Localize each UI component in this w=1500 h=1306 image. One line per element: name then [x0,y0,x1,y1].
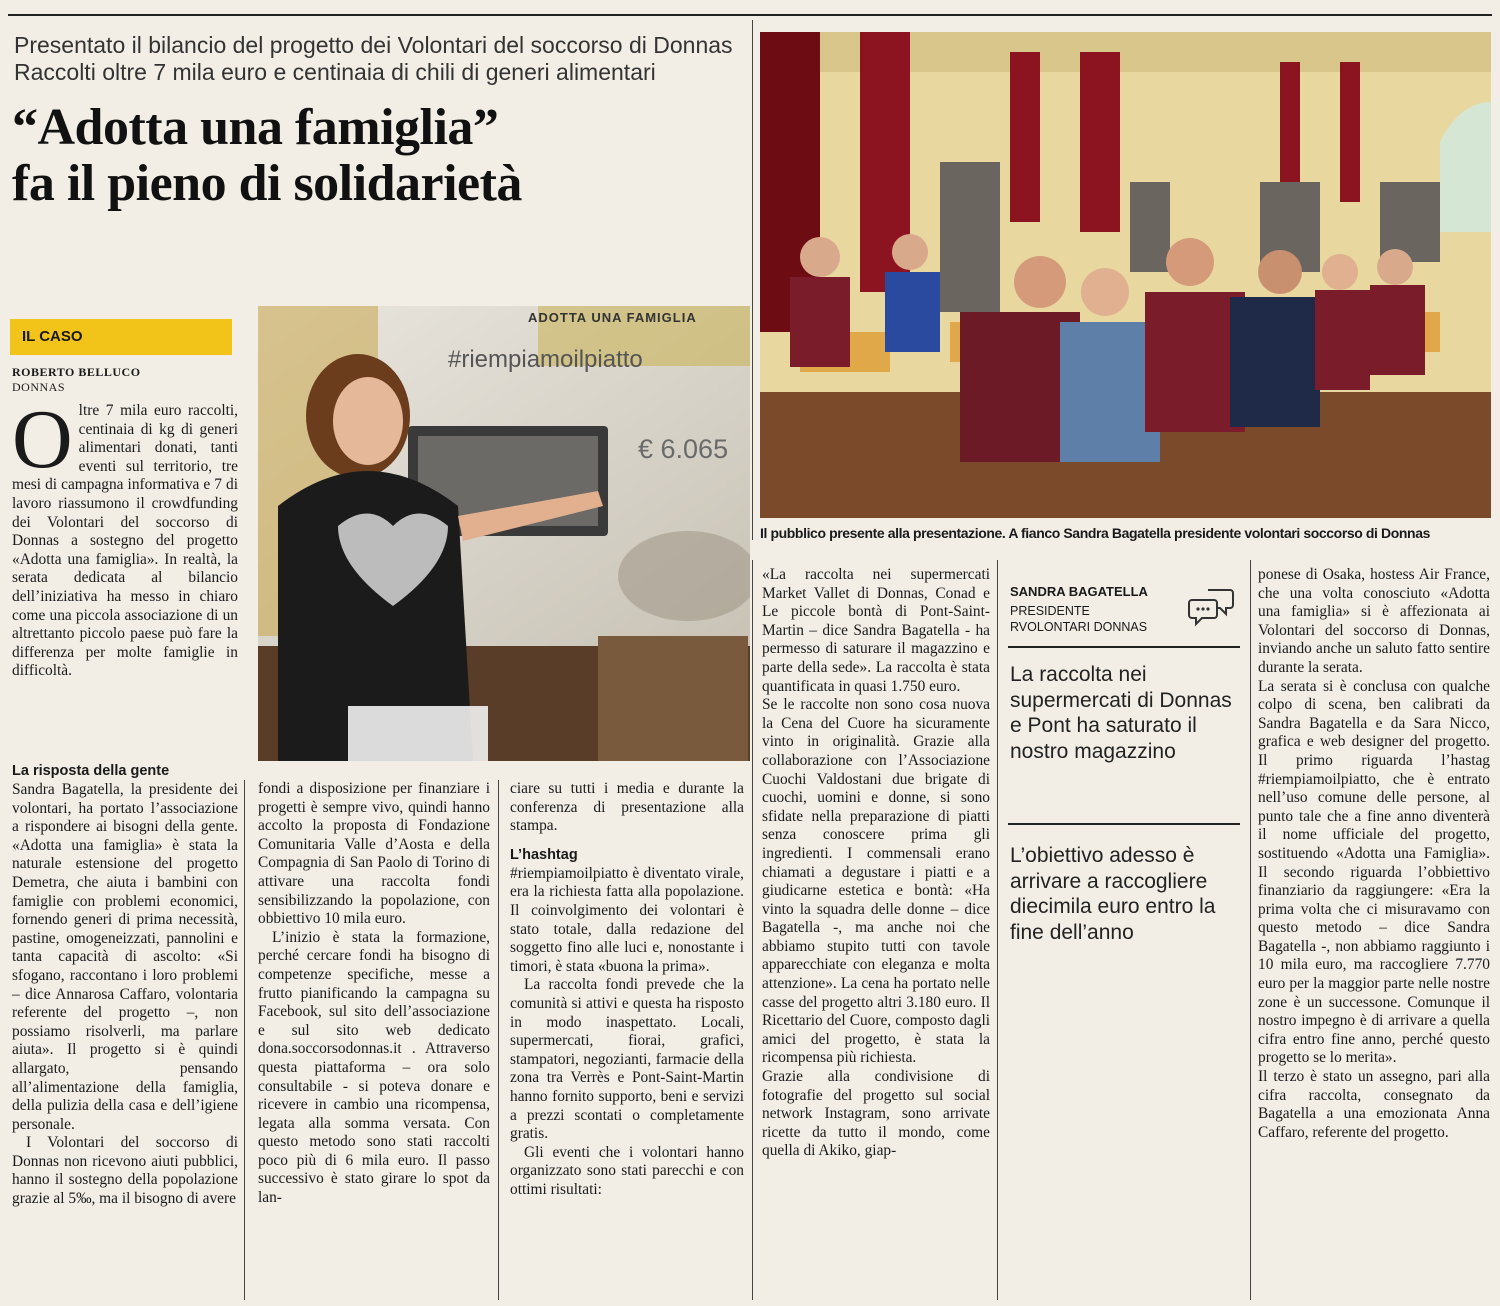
screen-hashtag: #riempiamoilpiatto [448,346,643,373]
article-paragraph: La serata si è conclusa con qualche colpo di scena, ben calibrati da Sandra Bagatella e da Sara Nicco, grafica e web designer del progetto. Il primo riguarda l’hastag #riempiamoilpiatto, che è entrato nell’uso comune delle persone, al punto tale che a fine anno diventerà il nome ufficiale del progetto, sostituendo «Adotta una Famiglia». Il secondo riguarda l’obbiettivo finanziario da raggiungere: «Era la prima volta che ci misuravamo con questo metodo – dice Sandra Bagatella -, non abbiamo raggiunto i 10 mila euro, ma raccogliere 7.770 euro per la maggior parte nelle nostre zone è un successone. Comunque il nostro impegno è di arrivare a quella cifra entro fine anno, perché questo progetto se lo merita». [1258,677,1490,1067]
article-column-1b [12,762,238,1209]
headline-line-2: fa il pieno di solidarietà [12,155,522,212]
top-rule [8,14,1492,16]
byline-location: DONNAS [12,380,66,394]
quote-role [1010,603,1180,635]
pull-rule [1008,823,1240,825]
headline [12,100,747,212]
kicker-line-1: Presentato il bilancio del progetto dei Volontari del soccorso di Donnas [14,32,733,58]
column-separator [752,20,753,540]
pull-quote-2: L’obiettivo adesso è arrivare a raccogliere diecimila euro entro la fine dell’anno [1010,844,1216,944]
article-column-4 [762,566,990,1161]
article-column-6 [1258,566,1490,1142]
column-separator [997,560,998,1300]
article-paragraph: La raccolta fondi prevede che la comunità si attivi e questa ha risposto in modo inaspettato. Locali, supermercati, fiorai, grafici, stampatori, negozianti, farmacie della zona tra Verrès e Pont-Saint-Martin hanno fornito supporto, beni e servizi a prezzi scontati o completamente gratis. [510,976,744,1143]
column-separator [244,780,245,1300]
photo-caption: Il pubblico presente alla presentazione. A fianco Sandra Bagatella presidente volontari soccorso di Donnas [760,525,1430,541]
article-paragraph: «La raccolta nei supermercati Market Vallet di Donnas, Conad e Le piccole bontà di Pont-Saint-Martin – dice Sandra Bagatella - ha permesso di saturare il magazzino e parte della sede». La raccolta è stata quantificata in quasi 1.750 euro. [762,566,990,695]
article-paragraph: Se le raccolte non sono cosa nuova la Cena del Cuore ha sicuramente vinto in originalità. Grazie alla collaborazione con l’Associazione Cuochi Valdostani due brigate di cuochi, uomini e donne, si sono sfidate nella preparazione di piatti senza conoscere prima gli ingredienti. I commensali erano chiamati a degustare i piatti e a giudicarne estetica e bontà: «Ha vinto la squadra delle donne – dice Bagatella -, ma anche noi che abbiamo stupito tutti con tavole apparecchiate con eleganza e molta attenzione». La cena ha portato nelle casse del progetto altri 3.180 euro. Il Ricettario del Cuore, composto dagli amici del progetto, è stata la ricompensa più richiesta. [762,696,990,1067]
article-column-3 [510,780,744,1199]
quote-name: SANDRA BAGATELLA [1010,584,1148,599]
byline-author: ROBERTO BELLUCO [12,365,141,379]
headline-line-1: “Adotta una famiglia” [12,99,499,156]
article-column-2 [258,780,490,1208]
article-paragraph: ponese di Osaka, hostess Air France, che una volta conosciuto «Adotta una famiglia» si è affezionata ai Volontari del soccorso di Donnas, inviando anche un saluto fatto sentire durante la serata. [1258,566,1490,676]
presenter-photo [258,306,750,761]
pull-rule [1008,646,1240,648]
quote-role-line-2: RVOLONTARI DONNAS [1010,620,1148,634]
subhead-hashtag: L’hashtag [510,846,578,863]
article-paragraph: Gli eventi che i volontari hanno organizzato sono stati parecchi e con ottimi risultati: [510,1143,744,1198]
article-paragraph: I Volontari del soccorso di Donnas non ricevono aiuti pubblici, hanno il sostegno della popolazione grazie al 5‰, ma il bisogno di avere [12,1134,238,1208]
section-label: IL CASO [10,319,232,355]
article-paragraph: Sandra Bagatella, la presidente dei volontari, ha portato l’associazione a rispondere ai bisogni della gente. «Adotta una famiglia» è stata la naturale estensione del progetto Demetra, che aiuta i bambini con famiglie con problemi economici, fornendo generi di prima necessità, pastine, omogeneizzati, pannolini e tanta capacità di ascolto: «Si sfogano, raccontano i loro problemi – dice Annarosa Caffaro, volontaria referente del progetto –, non possiamo risolverli, ma parlare aiuta». Il progetto si è quindi allargato, pensando all’alimentazione della famiglia, della pulizia della casa e dell’igiene personale. [12,781,238,1133]
speech-bubbles-icon [1188,586,1236,632]
kicker [14,32,749,86]
pull-quote-1: La raccolta nei supermercati di Donnas e Pont ha saturato il nostro magazzino [1010,663,1232,763]
presenter-photo-illustration [258,306,750,761]
screen-banner: ADOTTA UNA FAMIGLIA [528,310,697,325]
article-paragraph: L’inizio è stata la formazione, perché cercare fondi ha bisogno di competenze specifiche, messe a frutto pianificando la campagna su Facebook, sul sito dell’associazione e sul sito web dedicato dona.soccorsodonnas.it . Attraverso questa piattaforma – ora solo consultabile - si poteva donare e ricevere in cambio una ricompensa, legata alla somma versata. Con questo metodo sono stati raccolti poco più di 6 mila euro. Il passo successivo è stato girare lo spot da lan- [258,928,490,1207]
column-separator [1250,560,1251,1300]
article-paragraph: #riempiamoilpiatto è diventato virale, era la richiesta fatta alla popolazione. Il coinvolgimento dei volontari è stato totale, dalla redazione del soggetto fino alle luci e, nonostante i timori, è stata «buona la prima». [510,864,744,975]
kicker-line-2: Raccolti oltre 7 mila euro e centinaia di chili di generi alimentari [14,59,656,85]
audience-photo-illustration [760,32,1491,518]
article-column-1 [12,393,238,681]
quote-role-line-1: PRESIDENTE [1010,604,1090,618]
audience-photo [760,32,1491,518]
column-separator [498,780,499,1300]
drop-cap: O [12,393,73,486]
subhead-risposta: La risposta della gente [12,763,170,779]
article-paragraph: Il terzo è stato un assegno, pari alla cifra raccolta, consegnato da Bagatella a una emozionata Anna Caffaro, referente del progetto. [1258,1068,1490,1141]
screen-amount: € 6.065 [638,434,729,464]
article-paragraph: Grazie alla condivisione di fotografie del progetto sul social network Instagram, sono arrivate ricette da tutto il mondo, come quella di Akiko, giap- [762,1068,990,1160]
article-intro: ltre 7 mila euro raccolti, centinaia di kg di generi alimentari donati, tanti eventi sul territorio, tre mesi di campagna informativa e 7 di lavoro riassumono il crowdfunding dei Volontari del soccorso di Donnas a sostegno del progetto «Adotta una famiglia». In realtà, la serata dedicata al bilancio dell’iniziativa ha messo in chiaro come una piccola associazione di un altrettanto piccolo paese può fare la differenza per molte famiglie in difficoltà. [12,402,238,680]
column-separator [752,560,753,1300]
article-paragraph: fondi a disposizione per finanziare i progetti è sempre vivo, quindi hanno accolto la proposta di Fondazione Comunitaria Valle d’Aosta e della Compagnia di San Paolo di Torino di attivare una raccolta fondi sensibilizzando la popolazione, con obbiettivo 10 mila euro. [258,780,490,928]
article-paragraph: ciare su tutti i media e durante la conferenza di presentazione alla stampa. [510,780,744,835]
